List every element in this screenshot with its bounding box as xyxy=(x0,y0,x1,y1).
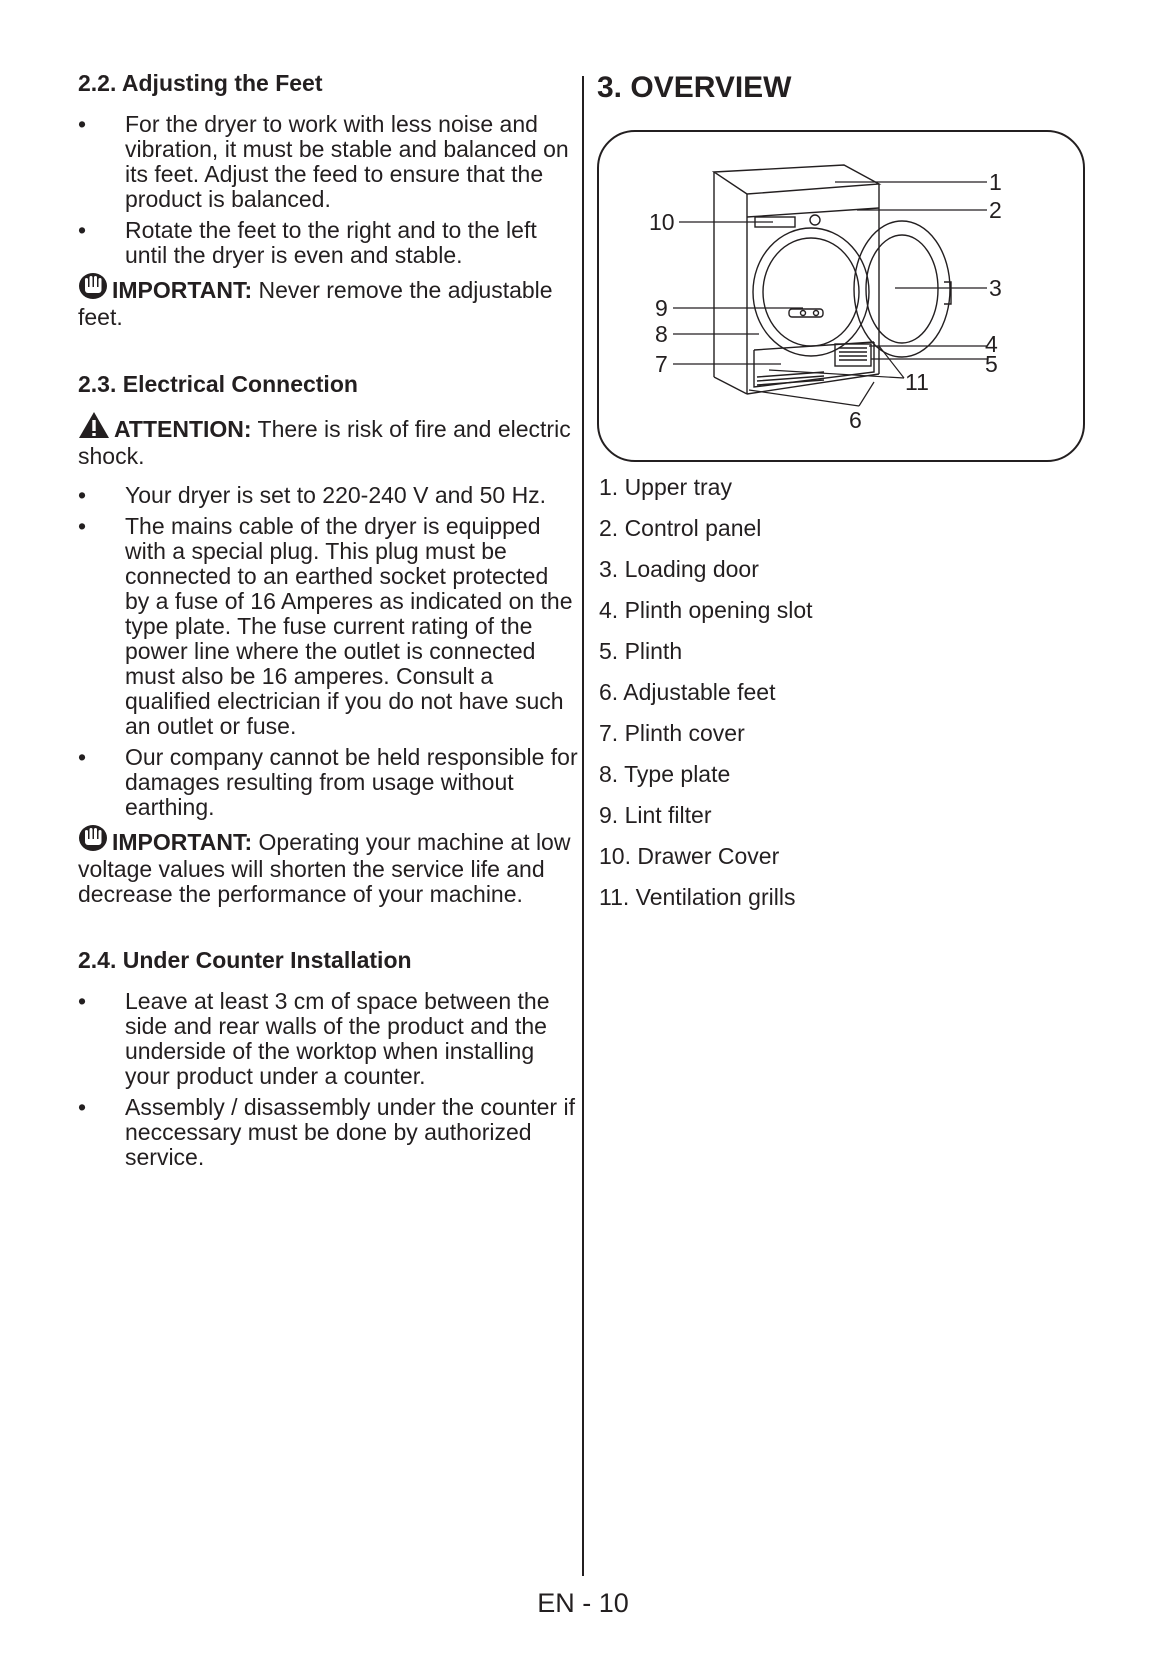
callout-5: 5 xyxy=(985,351,998,377)
list-item: • Our company cannot be held responsible for damages resulting from usage without earthing. xyxy=(78,745,578,820)
callout-11: 11 xyxy=(905,369,929,395)
bullet-list-adjusting-feet xyxy=(78,112,578,268)
hand-stop-icon xyxy=(78,272,108,305)
attention-label: ATTENTION: xyxy=(114,416,252,442)
callout-4: 4 xyxy=(985,331,998,357)
attention-note xyxy=(78,411,578,469)
section-under-counter xyxy=(78,947,578,1170)
dryer-illustration xyxy=(599,132,1087,464)
callout-2: 2 xyxy=(989,197,1002,223)
section-adjusting-feet xyxy=(78,70,578,330)
bullet-list-under-counter xyxy=(78,989,578,1170)
page-number: EN - 10 xyxy=(537,1588,629,1618)
callout-6: 6 xyxy=(849,407,862,433)
list-item: • The mains cable of the dryer is equipped with a special plug. This plug must be connected to an earthed socket protected by a fuse of 16 Amperes as indicated on the type plate. The fuse current rating of the power line where the outlet is connected must also be 16 amperes. Consult a qualified electrician if you do not have such an outlet or fuse. xyxy=(78,514,578,739)
left-column xyxy=(78,70,578,1170)
callout-1: 1 xyxy=(989,169,1002,195)
right-column xyxy=(597,70,1117,910)
column-divider xyxy=(582,76,584,1576)
list-item: 10. Drawer Cover xyxy=(599,843,780,869)
list-item: 7. Plinth cover xyxy=(599,720,745,746)
list-item: 6. Adjustable feet xyxy=(599,679,776,705)
callout-9: 9 xyxy=(655,295,668,321)
section-title-overview: 3. OVERVIEW xyxy=(597,71,792,104)
list-item: • Rotate the feet to the right and to the left until the dryer is even and stable. xyxy=(78,218,578,268)
callout-10: 10 xyxy=(649,209,675,235)
important-note-voltage xyxy=(78,824,578,907)
important-label: IMPORTANT: xyxy=(112,829,253,855)
section-title-under-counter: 2.4. Under Counter Installation xyxy=(78,947,412,973)
hand-stop-icon xyxy=(78,824,108,857)
list-item: 1. Upper tray xyxy=(599,474,732,500)
list-item: • Leave at least 3 cm of space between the side and rear walls of the product and the underside of the worktop when installing your product under a counter. xyxy=(78,989,578,1089)
parts-list xyxy=(599,467,813,918)
important-text: Operating your machine at low voltage values will shorten the service life and decrease the performance of your machine. xyxy=(78,829,571,907)
attention-text: There is risk of fire and electric shock. xyxy=(78,416,571,469)
callout-3: 3 xyxy=(989,275,1002,301)
list-item: 2. Control panel xyxy=(599,515,762,541)
list-item: 8. Type plate xyxy=(599,761,731,787)
list-item: 9. Lint filter xyxy=(599,802,712,828)
callout-8: 8 xyxy=(655,321,668,347)
dryer-diagram xyxy=(597,130,1085,462)
important-note-feet xyxy=(78,272,578,330)
section-title-adjusting-feet: 2.2. Adjusting the Feet xyxy=(78,70,323,96)
important-label: IMPORTANT: xyxy=(112,277,253,303)
list-item: • For the dryer to work with less noise and vibration, it must be stable and balanced on its feet. Adjust the feed to ensure that the product is balanced. xyxy=(78,112,578,212)
list-item: • Assembly / disassembly under the counter if neccessary must be done by authorized service. xyxy=(78,1095,578,1170)
list-item: 5. Plinth xyxy=(599,638,683,664)
section-title-electrical: 2.3. Electrical Connection xyxy=(78,371,358,397)
list-item: • Your dryer is set to 220-240 V and 50 Hz. xyxy=(78,483,578,508)
list-item: 11. Ventilation grills xyxy=(599,884,796,910)
list-item: 3. Loading door xyxy=(599,556,759,582)
important-text: Never remove the adjustable feet. xyxy=(78,277,553,330)
section-electrical-connection xyxy=(78,371,578,907)
callout-7: 7 xyxy=(655,351,668,377)
bullet-list-electrical xyxy=(78,483,578,820)
warning-triangle-icon xyxy=(78,411,110,444)
list-item: 4. Plinth opening slot xyxy=(599,597,813,623)
